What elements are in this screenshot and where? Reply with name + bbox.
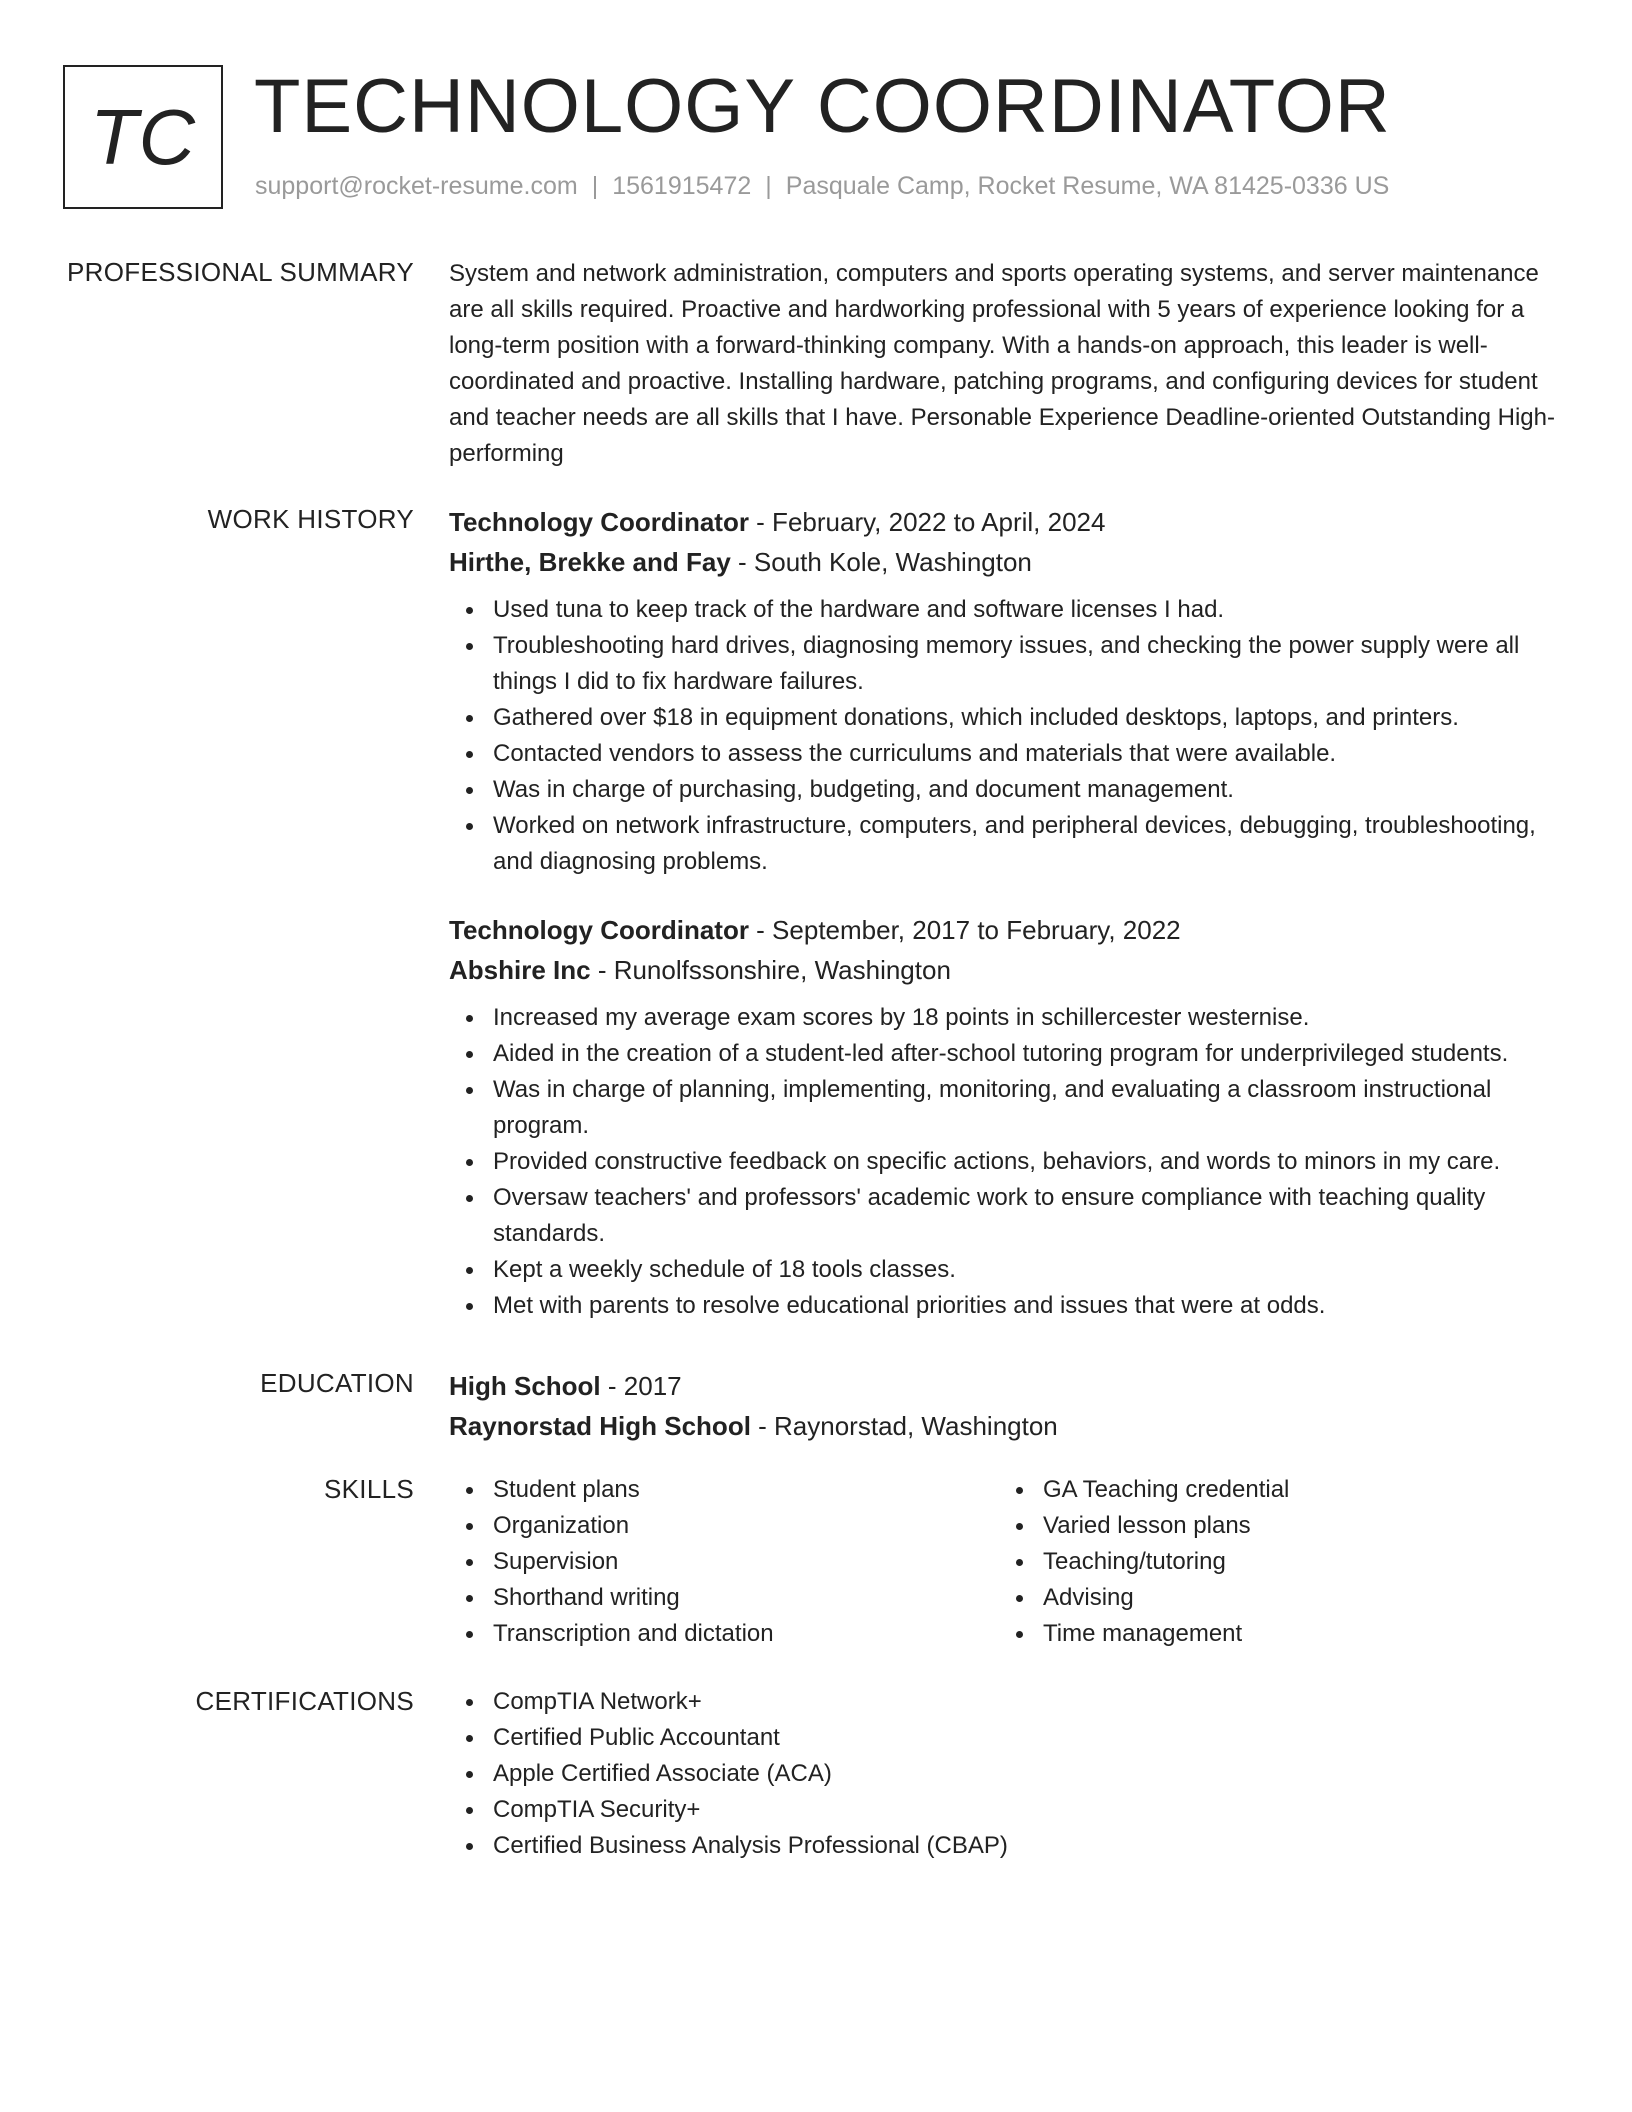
list-item: Teaching/tutoring [999, 1544, 1549, 1580]
resume-header [63, 65, 1583, 215]
job-dates: - September, 2017 to February, 2022 [748, 915, 1181, 945]
list-item: Contacted vendors to assess the curriculums and materials that were available. [449, 736, 1569, 772]
contact-separator: | [591, 172, 599, 200]
education-year: - 2017 [600, 1371, 682, 1401]
list-item: Increased my average exam scores by 18 points in schillercester westernise. [449, 1000, 1569, 1036]
summary-text: System and network administration, computers and sports operating systems, and server maintenance are all skills required. Proactive and hardworking professional with 5 years of experience looking for a long-term position with a forward-thinking company. With a hands-on approach, this leader is well-coordinated and proactive. Installing hardware, patching programs, and configuring devices for student and teacher needs are all skills that I have. Personable Experience Deadline-oriented Outstanding High-performing [449, 260, 1555, 467]
list-item: CompTIA Security+ [449, 1792, 1569, 1828]
contact-address: Pasquale Camp, Rocket Resume, WA 81425-0336 US [785, 172, 1390, 200]
work-history-body [449, 502, 1569, 1324]
list-item: Was in charge of planning, implementing, monitoring, and evaluating a classroom instructional program. [449, 1072, 1569, 1144]
skills-list-left [449, 1472, 999, 1652]
list-item: Advising [999, 1580, 1549, 1616]
job-company-line [449, 950, 1569, 990]
list-item: Kept a weekly schedule of 18 tools classes. [449, 1252, 1569, 1288]
job-company-line [449, 542, 1569, 582]
job-entry [449, 910, 1569, 1324]
certifications-label: CERTIFICATIONS [195, 1686, 414, 1716]
job-bullet-list [449, 1000, 1569, 1324]
job-entry [449, 502, 1569, 880]
contact-separator: | [765, 172, 772, 200]
job-title-line [449, 910, 1569, 950]
list-item: Shorthand writing [449, 1580, 999, 1616]
list-item: Organization [449, 1508, 999, 1544]
education-degree: High School [449, 1371, 601, 1401]
list-item: Supervision [449, 1544, 999, 1580]
work-history-label: WORK HISTORY [207, 504, 414, 534]
skills-label: SKILLS [324, 1474, 414, 1504]
skills-body [449, 1472, 1569, 1652]
list-item: Gathered over $18 in equipment donations, which included desktops, laptops, and printers. [449, 700, 1569, 736]
education-body [449, 1366, 1569, 1446]
certifications-list [449, 1684, 1569, 1864]
job-location: - South Kole, Washington [730, 547, 1032, 577]
education-school-line [449, 1406, 1569, 1446]
job-title: Technology Coordinator [449, 915, 749, 945]
job-title-line [449, 502, 1569, 542]
list-item: Aided in the creation of a student-led after-school tutoring program for underprivileged students. [449, 1036, 1569, 1072]
education-degree-line [449, 1366, 1569, 1406]
job-company: Abshire Inc [449, 955, 591, 985]
monogram-box [63, 65, 223, 209]
job-location: - Runolfssonshire, Washington [590, 955, 951, 985]
job-company: Hirthe, Brekke and Fay [449, 547, 731, 577]
contact-phone[interactable]: 1561915472 [612, 172, 752, 200]
certifications-body [449, 1684, 1569, 1864]
list-item: Certified Public Accountant [449, 1720, 1569, 1756]
list-item: Met with parents to resolve educational priorities and issues that were at odds. [449, 1288, 1569, 1324]
job-bullet-list [449, 592, 1569, 880]
list-item: Provided constructive feedback on specific actions, behaviors, and words to minors in my care. [449, 1144, 1569, 1180]
list-item: Certified Business Analysis Professional (CBAP) [449, 1828, 1569, 1864]
list-item: Oversaw teachers' and professors' academic work to ensure compliance with teaching quality standards. [449, 1180, 1569, 1252]
list-item: Troubleshooting hard drives, diagnosing memory issues, and checking the power supply were all things I did to fix hardware failures. [449, 628, 1569, 700]
list-item: Used tuna to keep track of the hardware and software licenses I had. [449, 592, 1569, 628]
list-item: Apple Certified Associate (ACA) [449, 1756, 1569, 1792]
monogram-initials: TC [90, 92, 196, 181]
list-item: Worked on network infrastructure, computers, and peripheral devices, debugging, troubleshooting, and diagnosing problems. [449, 808, 1569, 880]
skills-list-right [999, 1472, 1549, 1652]
list-item: Varied lesson plans [999, 1508, 1549, 1544]
list-item: Student plans [449, 1472, 999, 1508]
education-school: Raynorstad High School [449, 1411, 751, 1441]
list-item: Time management [999, 1616, 1549, 1652]
education-label: EDUCATION [260, 1368, 414, 1398]
job-title: Technology Coordinator [449, 507, 749, 537]
list-item: CompTIA Network+ [449, 1684, 1569, 1720]
education-location: - Raynorstad, Washington [750, 1411, 1058, 1441]
summary-label: PROFESSIONAL SUMMARY [67, 257, 414, 287]
list-item: Transcription and dictation [449, 1616, 999, 1652]
contact-email[interactable]: support@rocket-resume.com [255, 172, 578, 200]
candidate-title: TECHNOLOGY COORDINATOR [254, 64, 1391, 149]
contact-line [255, 172, 1389, 201]
skills-columns [449, 1472, 1569, 1652]
list-item: GA Teaching credential [999, 1472, 1549, 1508]
job-dates: - February, 2022 to April, 2024 [748, 507, 1106, 537]
list-item: Was in charge of purchasing, budgeting, and document management. [449, 772, 1569, 808]
